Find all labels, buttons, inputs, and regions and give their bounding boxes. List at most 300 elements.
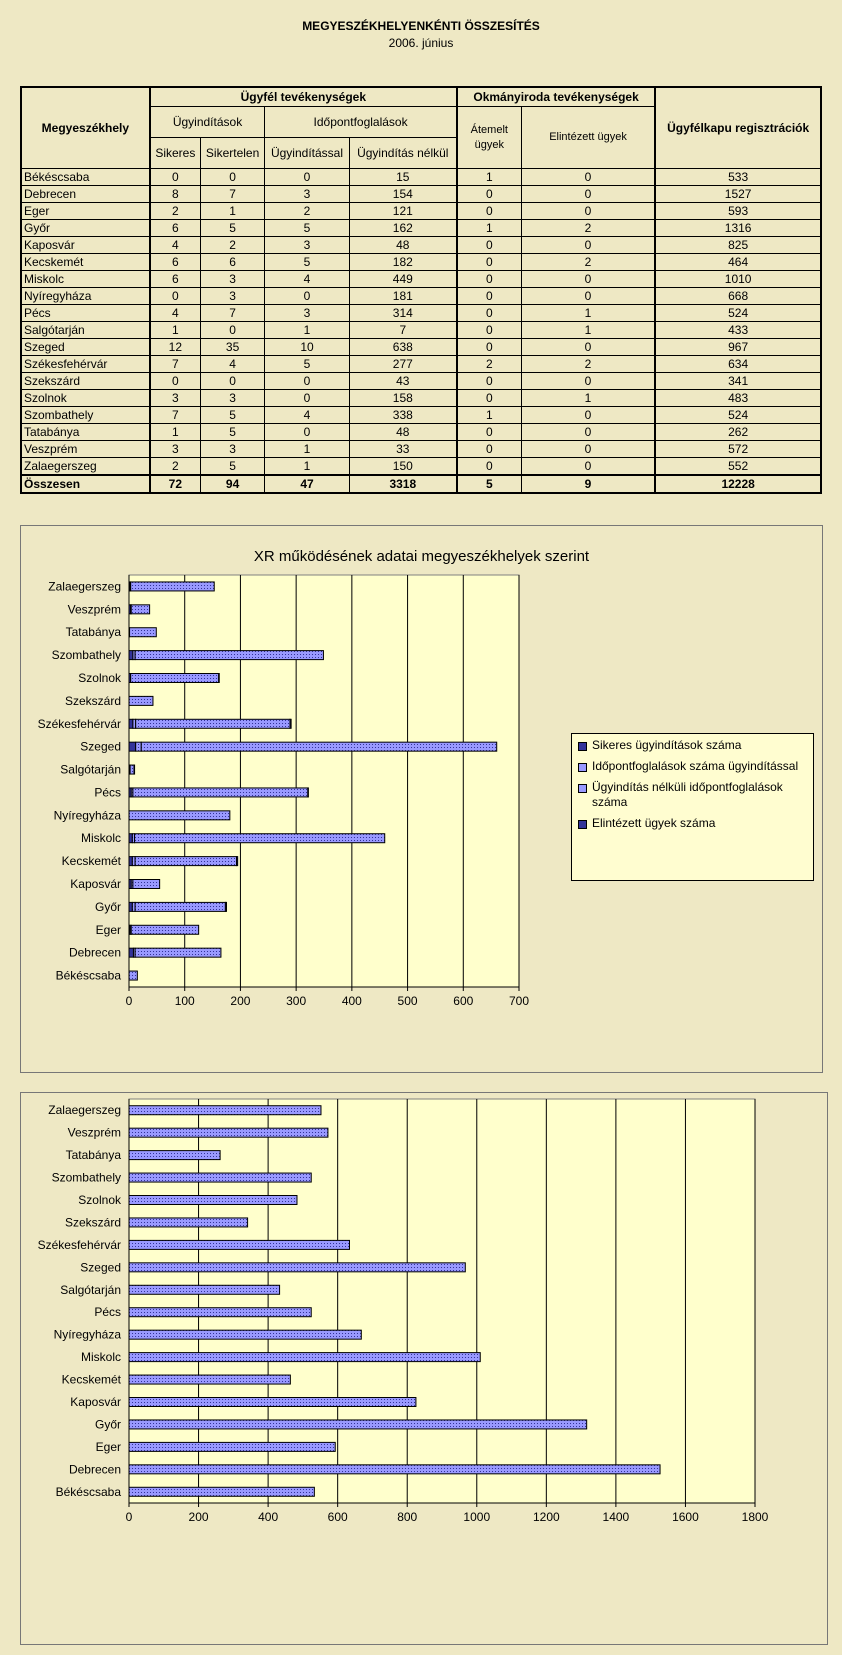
cell-sikertelen: 94 bbox=[200, 475, 264, 493]
cell-sikertelen: 5 bbox=[200, 220, 264, 237]
table-row bbox=[21, 322, 821, 339]
cell-megyeszekhely: Zalaegerszeg bbox=[21, 458, 150, 476]
cell-ugyinditassal: 5 bbox=[265, 220, 349, 237]
cell-sikertelen: 3 bbox=[200, 441, 264, 458]
bar bbox=[129, 1263, 465, 1272]
legend-swatch bbox=[578, 784, 587, 793]
bar bbox=[129, 1106, 321, 1115]
header-ugyfelkapu: Ügyfélkapu regisztrációk bbox=[655, 87, 821, 169]
cell-atemelt: 1 bbox=[457, 407, 521, 424]
cell-nelkul: 182 bbox=[349, 254, 457, 271]
x-tick-label: 200 bbox=[230, 994, 251, 1008]
cell-ugyinditassal: 4 bbox=[265, 407, 349, 424]
cell-elintezett: 2 bbox=[521, 356, 655, 373]
cell-elintezett: 0 bbox=[521, 237, 655, 254]
y-tick-label: Pécs bbox=[94, 785, 121, 800]
x-tick-label: 800 bbox=[397, 1510, 418, 1524]
legend-item bbox=[578, 816, 807, 831]
legend-item bbox=[578, 780, 807, 810]
cell-elintezett: 2 bbox=[521, 220, 655, 237]
cell-nelkul: 162 bbox=[349, 220, 457, 237]
cell-atemelt: 0 bbox=[457, 373, 521, 390]
cell-megyeszekhely: Kaposvár bbox=[21, 237, 150, 254]
y-tick-label: Salgótarján bbox=[60, 1282, 121, 1297]
cell-sikeres: 1 bbox=[150, 322, 201, 339]
y-tick-label: Nyíregyháza bbox=[53, 1327, 121, 1342]
y-tick-label: Szombathely bbox=[51, 1170, 121, 1185]
y-tick-label: Nyíregyháza bbox=[53, 808, 121, 823]
cell-megyeszekhely: Szombathely bbox=[21, 407, 150, 424]
cell-nelkul: 150 bbox=[349, 458, 457, 476]
cell-sikertelen: 4 bbox=[200, 356, 264, 373]
cell-megyeszekhely: Veszprém bbox=[21, 441, 150, 458]
cell-ugyinditassal: 0 bbox=[265, 373, 349, 390]
cell-nelkul: 277 bbox=[349, 356, 457, 373]
bar bbox=[131, 605, 149, 614]
y-tick-label: Kecskemét bbox=[61, 854, 121, 869]
cell-megyeszekhely: Kecskemét bbox=[21, 254, 150, 271]
cell-atemelt: 0 bbox=[457, 254, 521, 271]
x-tick-label: 300 bbox=[286, 994, 307, 1008]
cell-ugyfelkapu: 1010 bbox=[655, 271, 821, 288]
bar bbox=[129, 1173, 311, 1182]
y-tick-label: Veszprém bbox=[67, 602, 121, 617]
bar bbox=[133, 880, 160, 889]
header-elintezett: Elintézett ügyek bbox=[521, 107, 655, 169]
cell-ugyinditassal: 0 bbox=[265, 424, 349, 441]
bar bbox=[129, 1420, 587, 1429]
cell-ugyfelkapu: 634 bbox=[655, 356, 821, 373]
cell-ugyfelkapu: 533 bbox=[655, 169, 821, 186]
bar bbox=[129, 1442, 335, 1451]
y-tick-label: Tatabánya bbox=[65, 625, 121, 640]
page-title: MEGYESZÉKHELYENKÉNTI ÖSSZESÍTÉS bbox=[302, 19, 540, 33]
cell-megyeszekhely: Tatabánya bbox=[21, 424, 150, 441]
cell-elintezett: 9 bbox=[521, 475, 655, 493]
header-idopontfoglalasok: Időpontfoglalások bbox=[265, 107, 457, 138]
cell-sikeres: 6 bbox=[150, 220, 201, 237]
bar bbox=[308, 788, 309, 797]
cell-ugyfelkapu: 572 bbox=[655, 441, 821, 458]
y-tick-label: Salgótarján bbox=[60, 762, 121, 777]
cell-ugyfelkapu: 464 bbox=[655, 254, 821, 271]
table-row bbox=[21, 220, 821, 237]
cell-ugyfelkapu: 524 bbox=[655, 407, 821, 424]
cell-sikeres: 6 bbox=[150, 271, 201, 288]
cell-sikertelen: 0 bbox=[200, 373, 264, 390]
x-tick-label: 1600 bbox=[672, 1510, 699, 1524]
cell-sikertelen: 35 bbox=[200, 339, 264, 356]
bar bbox=[129, 902, 132, 911]
y-tick-label: Győr bbox=[94, 1417, 121, 1432]
cell-nelkul: 314 bbox=[349, 305, 457, 322]
cell-atemelt: 1 bbox=[457, 169, 521, 186]
cell-elintezett: 0 bbox=[521, 186, 655, 203]
cell-atemelt: 0 bbox=[457, 237, 521, 254]
x-tick-label: 600 bbox=[327, 1510, 348, 1524]
cell-sikertelen: 6 bbox=[200, 254, 264, 271]
cell-megyeszekhely: Pécs bbox=[21, 305, 150, 322]
bar bbox=[135, 857, 236, 866]
legend-swatch bbox=[578, 763, 587, 772]
bar bbox=[129, 1218, 248, 1227]
y-tick-label: Szekszárd bbox=[64, 693, 121, 708]
cell-nelkul: 638 bbox=[349, 339, 457, 356]
table-row bbox=[21, 271, 821, 288]
cell-sikeres: 0 bbox=[150, 288, 201, 305]
cell-elintezett: 1 bbox=[521, 390, 655, 407]
cell-nelkul: 15 bbox=[349, 169, 457, 186]
table-row bbox=[21, 424, 821, 441]
cell-ugyfelkapu: 483 bbox=[655, 390, 821, 407]
bar bbox=[131, 925, 198, 934]
x-tick-label: 200 bbox=[188, 1510, 209, 1524]
table-row bbox=[21, 356, 821, 373]
cell-sikertelen: 5 bbox=[200, 424, 264, 441]
x-tick-label: 0 bbox=[125, 994, 133, 1008]
y-tick-label: Békéscsaba bbox=[55, 968, 121, 983]
cell-atemelt: 0 bbox=[457, 441, 521, 458]
cell-elintezett: 0 bbox=[521, 339, 655, 356]
y-tick-label: Kaposvár bbox=[70, 1395, 121, 1409]
cell-elintezett: 0 bbox=[521, 271, 655, 288]
cell-ugyfelkapu: 967 bbox=[655, 339, 821, 356]
cell-atemelt: 2 bbox=[457, 356, 521, 373]
bar bbox=[129, 1375, 290, 1384]
cell-ugyinditassal: 1 bbox=[265, 322, 349, 339]
cell-ugyfelkapu: 1316 bbox=[655, 220, 821, 237]
header-ugyinditasok: Ügyindítások bbox=[150, 107, 265, 138]
cell-megyeszekhely: Székesfehérvár bbox=[21, 356, 150, 373]
cell-elintezett: 0 bbox=[521, 373, 655, 390]
bar bbox=[129, 1285, 280, 1294]
bar bbox=[135, 651, 323, 660]
xr-chart bbox=[21, 540, 581, 1070]
y-tick-label: Eger bbox=[95, 1439, 121, 1454]
cell-nelkul: 154 bbox=[349, 186, 457, 203]
bar bbox=[135, 834, 385, 843]
bar bbox=[129, 1353, 480, 1362]
cell-ugyinditassal: 0 bbox=[265, 288, 349, 305]
bar bbox=[129, 1330, 361, 1339]
cell-sikeres: 8 bbox=[150, 186, 201, 203]
bar bbox=[129, 651, 133, 660]
cell-sikeres: 72 bbox=[150, 475, 201, 493]
y-tick-label: Zalaegerszeg bbox=[48, 1103, 121, 1118]
cell-elintezett: 0 bbox=[521, 203, 655, 220]
cell-atemelt: 0 bbox=[457, 288, 521, 305]
y-tick-label: Szeged bbox=[80, 1260, 121, 1275]
cell-sikeres: 7 bbox=[150, 407, 201, 424]
table-row bbox=[21, 373, 821, 390]
cell-sikeres: 4 bbox=[150, 305, 201, 322]
table-row bbox=[21, 305, 821, 322]
y-tick-label: Pécs bbox=[94, 1305, 121, 1320]
cell-elintezett: 1 bbox=[521, 305, 655, 322]
cell-sikertelen: 5 bbox=[200, 407, 264, 424]
cell-elintezett: 1 bbox=[521, 322, 655, 339]
cell-atemelt: 1 bbox=[457, 220, 521, 237]
cell-nelkul: 158 bbox=[349, 390, 457, 407]
bar bbox=[129, 696, 153, 705]
bar bbox=[129, 1465, 660, 1474]
table-row bbox=[21, 339, 821, 356]
cell-ugyinditassal: 2 bbox=[265, 203, 349, 220]
cell-nelkul: 48 bbox=[349, 237, 457, 254]
cell-sikeres: 2 bbox=[150, 203, 201, 220]
y-tick-label: Győr bbox=[94, 899, 121, 914]
cell-elintezett: 0 bbox=[521, 169, 655, 186]
cell-ugyfelkapu: 825 bbox=[655, 237, 821, 254]
cell-megyeszekhely: Szeged bbox=[21, 339, 150, 356]
table-row bbox=[21, 441, 821, 458]
cell-nelkul: 3318 bbox=[349, 475, 457, 493]
cell-atemelt: 0 bbox=[457, 203, 521, 220]
bar bbox=[129, 1487, 314, 1496]
cell-ugyinditassal: 5 bbox=[265, 356, 349, 373]
cell-ugyinditassal: 5 bbox=[265, 254, 349, 271]
table-row bbox=[21, 254, 821, 271]
y-tick-label: Miskolc bbox=[80, 831, 121, 846]
bar bbox=[129, 948, 133, 957]
cell-ugyfelkapu: 593 bbox=[655, 203, 821, 220]
table-row bbox=[21, 203, 821, 220]
x-tick-label: 1200 bbox=[532, 1510, 560, 1524]
cell-megyeszekhely: Salgótarján bbox=[21, 322, 150, 339]
cell-nelkul: 48 bbox=[349, 424, 457, 441]
cell-atemelt: 0 bbox=[457, 390, 521, 407]
bar bbox=[129, 1128, 328, 1137]
y-tick-label: Kecskemét bbox=[61, 1372, 121, 1387]
cell-megyeszekhely: Békéscsaba bbox=[21, 169, 150, 186]
legend-label: Időpontfoglalások száma ügyindítással bbox=[592, 759, 799, 773]
y-tick-label: Szeged bbox=[80, 739, 121, 754]
x-tick-label: 100 bbox=[174, 994, 195, 1008]
header-sikeres: Sikeres bbox=[150, 138, 201, 169]
cell-atemelt: 0 bbox=[457, 339, 521, 356]
bar bbox=[129, 742, 136, 751]
cell-atemelt: 0 bbox=[457, 186, 521, 203]
legend-swatch bbox=[578, 742, 587, 751]
legend-swatch bbox=[578, 820, 587, 829]
cell-sikertelen: 0 bbox=[200, 322, 264, 339]
cell-ugyinditassal: 0 bbox=[265, 169, 349, 186]
header-okmany-group: Okmányiroda tevékenységek bbox=[457, 87, 655, 107]
table-row bbox=[21, 390, 821, 407]
cell-ugyinditassal: 10 bbox=[265, 339, 349, 356]
cell-sikeres: 2 bbox=[150, 458, 201, 476]
cell-sikertelen: 1 bbox=[200, 203, 264, 220]
table-row bbox=[21, 186, 821, 203]
header-ugyinditas-nelkul: Ügyindítás nélkül bbox=[349, 138, 457, 169]
table-row bbox=[21, 458, 821, 476]
bar bbox=[136, 719, 290, 728]
cell-elintezett: 0 bbox=[521, 407, 655, 424]
cell-sikertelen: 3 bbox=[200, 271, 264, 288]
legend-item bbox=[578, 738, 807, 753]
header-atemelt: Átemelt ügyek bbox=[457, 107, 521, 169]
cell-sikeres: 3 bbox=[150, 441, 201, 458]
ugyfelkapu-chart bbox=[21, 1093, 827, 1644]
cell-megyeszekhely: Eger bbox=[21, 203, 150, 220]
cell-megyeszekhely: Nyíregyháza bbox=[21, 288, 150, 305]
cell-sikertelen: 3 bbox=[200, 390, 264, 407]
legend-item bbox=[578, 759, 807, 774]
y-tick-label: Szombathely bbox=[51, 648, 121, 663]
bar bbox=[129, 971, 137, 980]
cell-ugyfelkapu: 341 bbox=[655, 373, 821, 390]
y-tick-label: Tatabánya bbox=[65, 1148, 121, 1163]
cell-ugyfelkapu: 524 bbox=[655, 305, 821, 322]
cell-ugyinditassal: 3 bbox=[265, 237, 349, 254]
cell-ugyfelkapu: 12228 bbox=[655, 475, 821, 493]
cell-atemelt: 0 bbox=[457, 424, 521, 441]
xr-chart-title: XR működésének adatai megyeszékhelyek szerint bbox=[253, 548, 590, 565]
bar bbox=[141, 742, 496, 751]
y-tick-label: Eger bbox=[95, 922, 121, 937]
table-row bbox=[21, 237, 821, 254]
cell-elintezett: 0 bbox=[521, 424, 655, 441]
bar bbox=[131, 582, 215, 591]
legend-label: Elintézett ügyek száma bbox=[592, 816, 716, 830]
xr-chart-legend bbox=[571, 733, 814, 881]
bar bbox=[129, 1151, 220, 1160]
cell-ugyfelkapu: 552 bbox=[655, 458, 821, 476]
cell-nelkul: 33 bbox=[349, 441, 457, 458]
legend-label: Ügyindítás nélküli időpontfoglalások száma bbox=[592, 780, 783, 809]
header-sikertelen: Sikertelen bbox=[200, 138, 264, 169]
cell-nelkul: 7 bbox=[349, 322, 457, 339]
cell-sikertelen: 7 bbox=[200, 305, 264, 322]
cell-sikertelen: 3 bbox=[200, 288, 264, 305]
table-total-row bbox=[21, 475, 821, 493]
cell-ugyinditassal: 1 bbox=[265, 441, 349, 458]
y-tick-label: Szekszárd bbox=[64, 1215, 121, 1230]
cell-ugyinditassal: 47 bbox=[265, 475, 349, 493]
bar bbox=[131, 674, 219, 683]
cell-ugyinditassal: 0 bbox=[265, 390, 349, 407]
cell-ugyinditassal: 3 bbox=[265, 186, 349, 203]
cell-sikertelen: 5 bbox=[200, 458, 264, 476]
cell-sikeres: 4 bbox=[150, 237, 201, 254]
y-tick-label: Miskolc bbox=[80, 1350, 121, 1365]
cell-sikeres: 3 bbox=[150, 390, 201, 407]
cell-elintezett: 2 bbox=[521, 254, 655, 271]
bar bbox=[130, 765, 134, 774]
cell-nelkul: 121 bbox=[349, 203, 457, 220]
cell-sikeres: 0 bbox=[150, 373, 201, 390]
x-tick-label: 1000 bbox=[463, 1510, 491, 1524]
bar bbox=[237, 857, 238, 866]
ugyfelkapu-chart-panel bbox=[20, 1092, 828, 1645]
cell-sikeres: 6 bbox=[150, 254, 201, 271]
table-row bbox=[21, 288, 821, 305]
x-tick-label: 0 bbox=[125, 1510, 133, 1524]
x-tick-label: 500 bbox=[397, 994, 418, 1008]
bar bbox=[136, 742, 142, 751]
xr-chart-panel bbox=[20, 525, 823, 1073]
cell-elintezett: 0 bbox=[521, 288, 655, 305]
bar bbox=[135, 948, 221, 957]
bar bbox=[129, 1240, 349, 1249]
x-tick-label: 1400 bbox=[602, 1510, 630, 1524]
cell-elintezett: 0 bbox=[521, 458, 655, 476]
cell-nelkul: 449 bbox=[349, 271, 457, 288]
x-tick-label: 600 bbox=[453, 994, 474, 1008]
cell-megyeszekhely: Szolnok bbox=[21, 390, 150, 407]
y-tick-label: Békéscsaba bbox=[55, 1484, 121, 1499]
cell-megyeszekhely: Győr bbox=[21, 220, 150, 237]
cell-ugyfelkapu: 1527 bbox=[655, 186, 821, 203]
y-tick-label: Székesfehérvár bbox=[37, 716, 121, 731]
cell-atemelt: 0 bbox=[457, 458, 521, 476]
cell-atemelt: 0 bbox=[457, 305, 521, 322]
cell-atemelt: 0 bbox=[457, 271, 521, 288]
x-tick-label: 400 bbox=[258, 1510, 279, 1524]
cell-sikeres: 0 bbox=[150, 169, 201, 186]
table-row bbox=[21, 169, 821, 186]
bar bbox=[133, 788, 308, 797]
y-tick-label: Székesfehérvár bbox=[37, 1237, 121, 1252]
cell-nelkul: 181 bbox=[349, 288, 457, 305]
cell-megyeszekhely: Összesen bbox=[21, 475, 150, 493]
cell-ugyinditassal: 3 bbox=[265, 305, 349, 322]
cell-elintezett: 0 bbox=[521, 441, 655, 458]
cell-ugyinditassal: 4 bbox=[265, 271, 349, 288]
cell-sikeres: 7 bbox=[150, 356, 201, 373]
cell-atemelt: 5 bbox=[457, 475, 521, 493]
page-subtitle: 2006. június bbox=[388, 36, 454, 50]
x-tick-label: 700 bbox=[508, 994, 530, 1008]
cell-ugyfelkapu: 262 bbox=[655, 424, 821, 441]
y-tick-label: Szolnok bbox=[78, 1193, 121, 1207]
y-tick-label: Debrecen bbox=[68, 945, 121, 960]
cell-ugyfelkapu: 433 bbox=[655, 322, 821, 339]
cell-sikertelen: 2 bbox=[200, 237, 264, 254]
bar bbox=[129, 811, 230, 820]
cell-ugyinditassal: 1 bbox=[265, 458, 349, 476]
legend-label: Sikeres ügyindítások száma bbox=[592, 738, 742, 752]
bar bbox=[225, 902, 226, 911]
cell-sikeres: 12 bbox=[150, 339, 201, 356]
header-ugyfel-group: Ügyfél tevékenységek bbox=[150, 87, 457, 107]
cell-sikertelen: 7 bbox=[200, 186, 264, 203]
y-tick-label: Veszprém bbox=[67, 1125, 121, 1140]
bar bbox=[134, 765, 135, 774]
cell-megyeszekhely: Szekszárd bbox=[21, 373, 150, 390]
table-row bbox=[21, 407, 821, 424]
cell-nelkul: 43 bbox=[349, 373, 457, 390]
bar bbox=[290, 719, 291, 728]
bar bbox=[129, 857, 132, 866]
bar bbox=[130, 628, 157, 637]
header-ugyinditassal: Ügyindítással bbox=[265, 138, 349, 169]
y-tick-label: Kaposvár bbox=[70, 877, 121, 891]
bar bbox=[219, 674, 220, 683]
y-tick-label: Debrecen bbox=[68, 1462, 121, 1477]
bar bbox=[129, 834, 132, 843]
header-megyeszekhely: Megyeszékhely bbox=[21, 87, 150, 169]
bar bbox=[129, 719, 133, 728]
bar bbox=[129, 1398, 416, 1407]
cell-megyeszekhely: Debrecen bbox=[21, 186, 150, 203]
cell-ugyfelkapu: 668 bbox=[655, 288, 821, 305]
y-tick-label: Zalaegerszeg bbox=[48, 579, 121, 594]
cell-nelkul: 338 bbox=[349, 407, 457, 424]
bar bbox=[129, 1196, 297, 1205]
cell-atemelt: 0 bbox=[457, 322, 521, 339]
x-tick-label: 1800 bbox=[741, 1510, 769, 1524]
